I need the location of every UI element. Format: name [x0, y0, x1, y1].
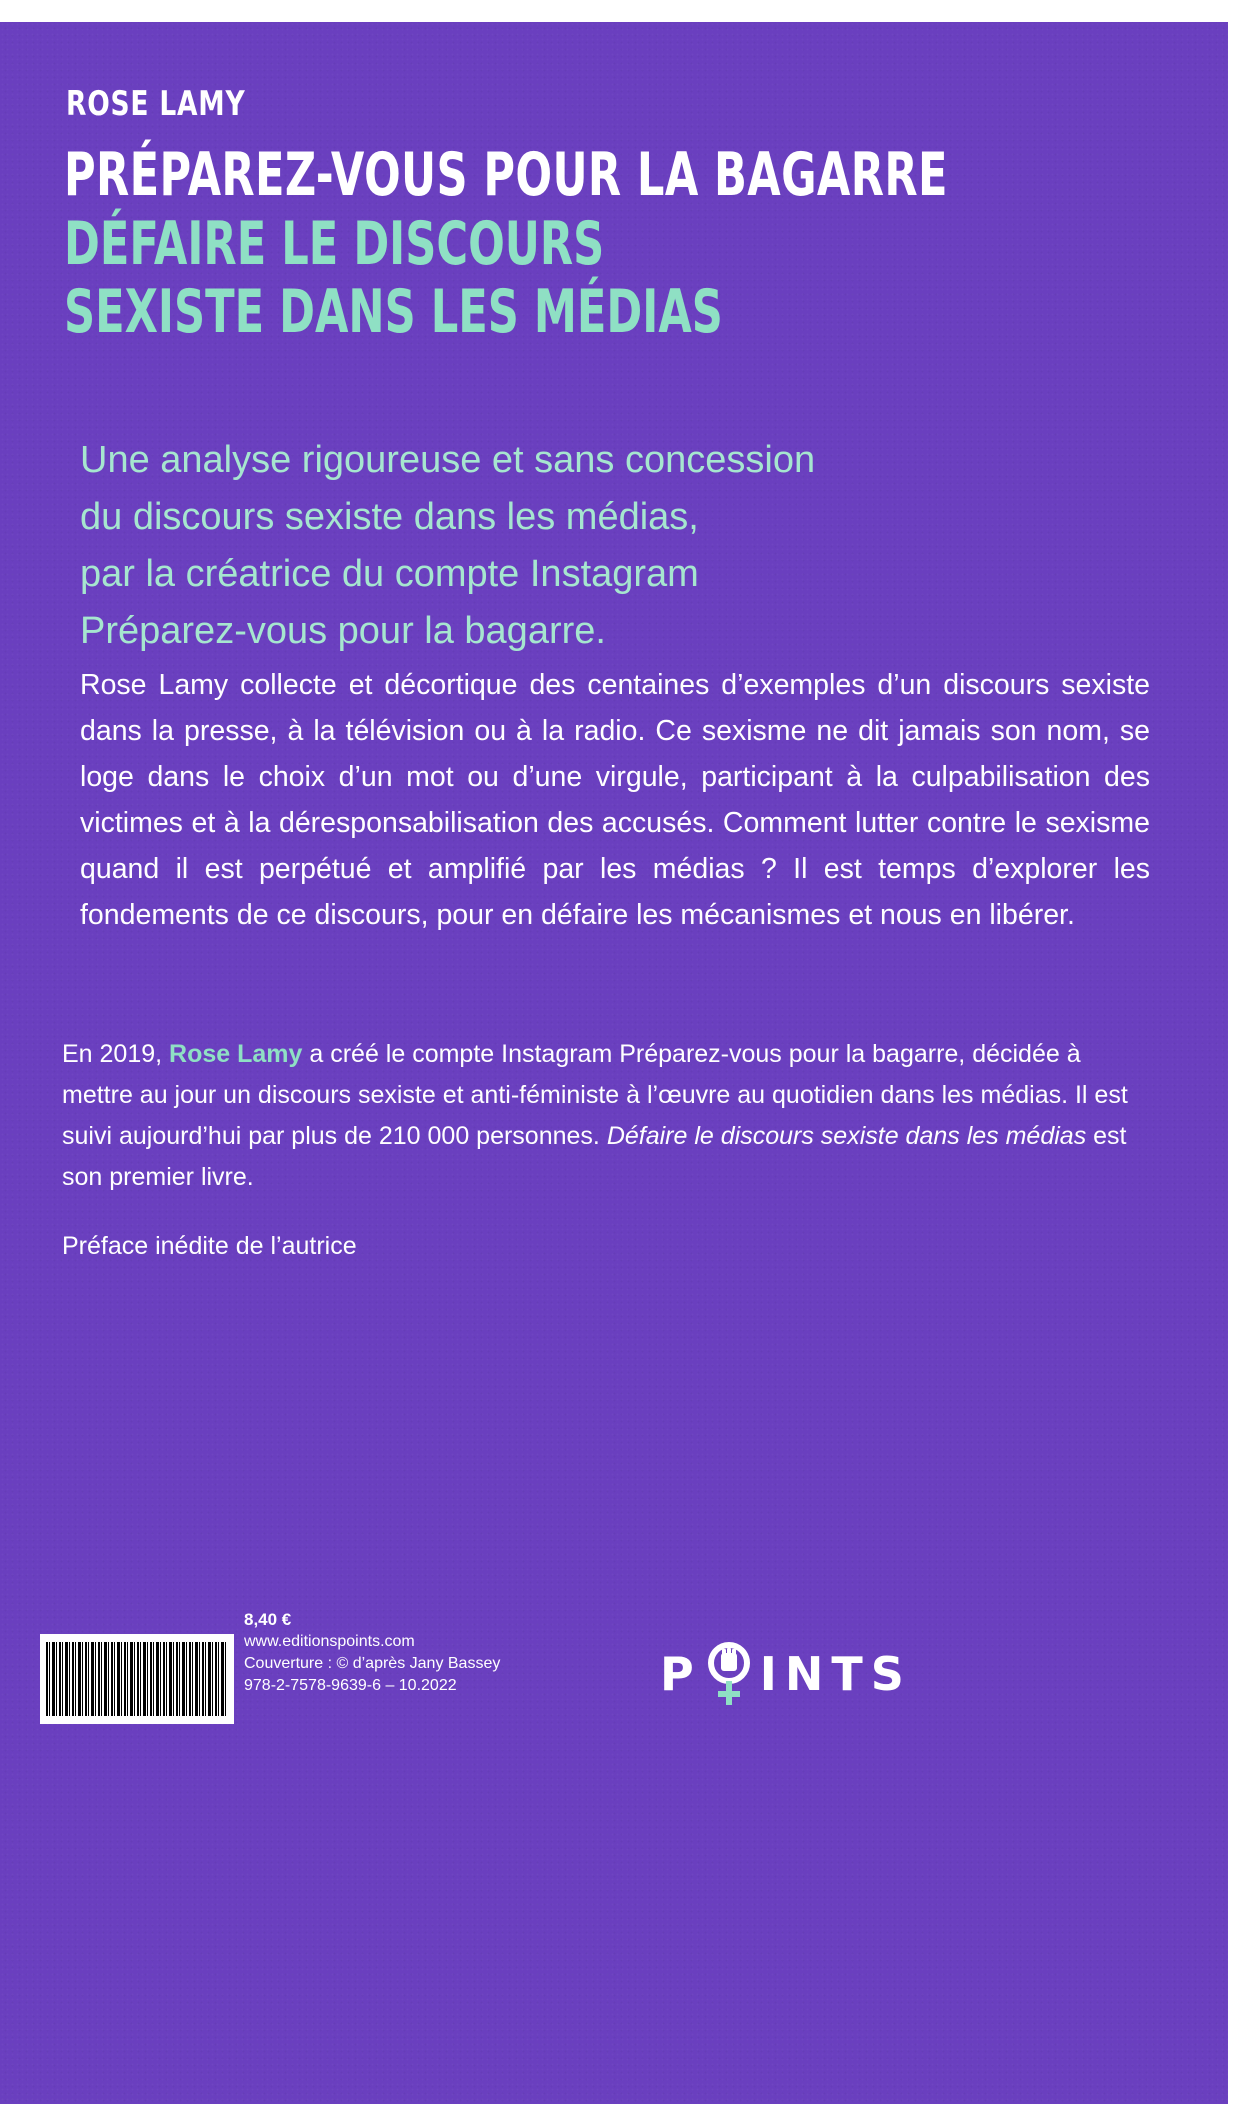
lead-line: Une analyse rigoureuse et sans concession	[80, 439, 816, 481]
book-title: PRÉPAREZ-VOUS POUR LA BAGARRE	[64, 140, 948, 210]
summary-paragraph: Rose Lamy collecte et décortique des centaines d’exemples d’un discours sexiste dans la presse, à la télévision ou à la radio. Ce sexisme ne dit jamais son nom, se loge dans le choix d’un mot ou d’une virgule, participant à la culpabilisation des victimes et à la déresponsabilisation des accusés. Comment lutter contre le sexisme quand il est perpétué et amplifié par les médias ? Il est temps d’explorer les fondements de ce discours, pour en défaire les mécanismes et nous en libérer.	[80, 669, 1150, 931]
preface-note: Préface inédite de l’autrice	[62, 1232, 357, 1260]
book-back-cover	[0, 22, 1228, 2104]
publication-info	[244, 1609, 500, 1697]
bio-book-title: Défaire le discours sexiste dans les médias	[606, 1122, 1087, 1150]
barcode-bars	[46, 1642, 228, 1716]
cover-credit: Couverture : © d’après Jany Bassey	[244, 1655, 501, 1672]
lead-line: par la créatrice du compte Instagram	[80, 553, 699, 595]
price: 8,40 €	[244, 1610, 292, 1629]
lead-paragraph	[80, 432, 1080, 660]
lead-line: du discours sexiste dans les médias,	[80, 496, 699, 538]
logo-letter: P	[660, 1647, 702, 1701]
feminist-fist-icon	[706, 1641, 752, 1707]
lead-line: Préparez-vous pour la bagarre.	[80, 610, 606, 652]
author-name: ROSE LAMY	[66, 84, 246, 124]
book-subtitle-line-1: DÉFAIRE LE DISCOURS	[64, 209, 605, 279]
publisher-website: www.editionspoints.com	[244, 1633, 415, 1650]
barcode	[40, 1634, 234, 1724]
points-publisher-logo	[660, 1642, 912, 1706]
bio-text: En 2019,	[62, 1040, 170, 1068]
bio-author-name: Rose Lamy	[169, 1040, 303, 1068]
book-subtitle-line-2: SEXISTE DANS LES MÉDIAS	[64, 277, 723, 347]
logo-letters: INTS	[759, 1647, 912, 1701]
author-bio-paragraph	[62, 1034, 1142, 1198]
bio-text: a créé le compte Instagram Préparez-vous pour la bagarre, décidée à mettre au jour un discours sexiste et anti-féministe à l’œuvre au quotidien dans les médias. Il est suivi aujourd’hui par plus de 210 000 personnes.	[62, 1040, 1128, 1150]
bio-text: est son premier livre.	[62, 1122, 1127, 1191]
isbn-date: 978-2-7578-9639-6 – 10.2022	[244, 1677, 457, 1694]
